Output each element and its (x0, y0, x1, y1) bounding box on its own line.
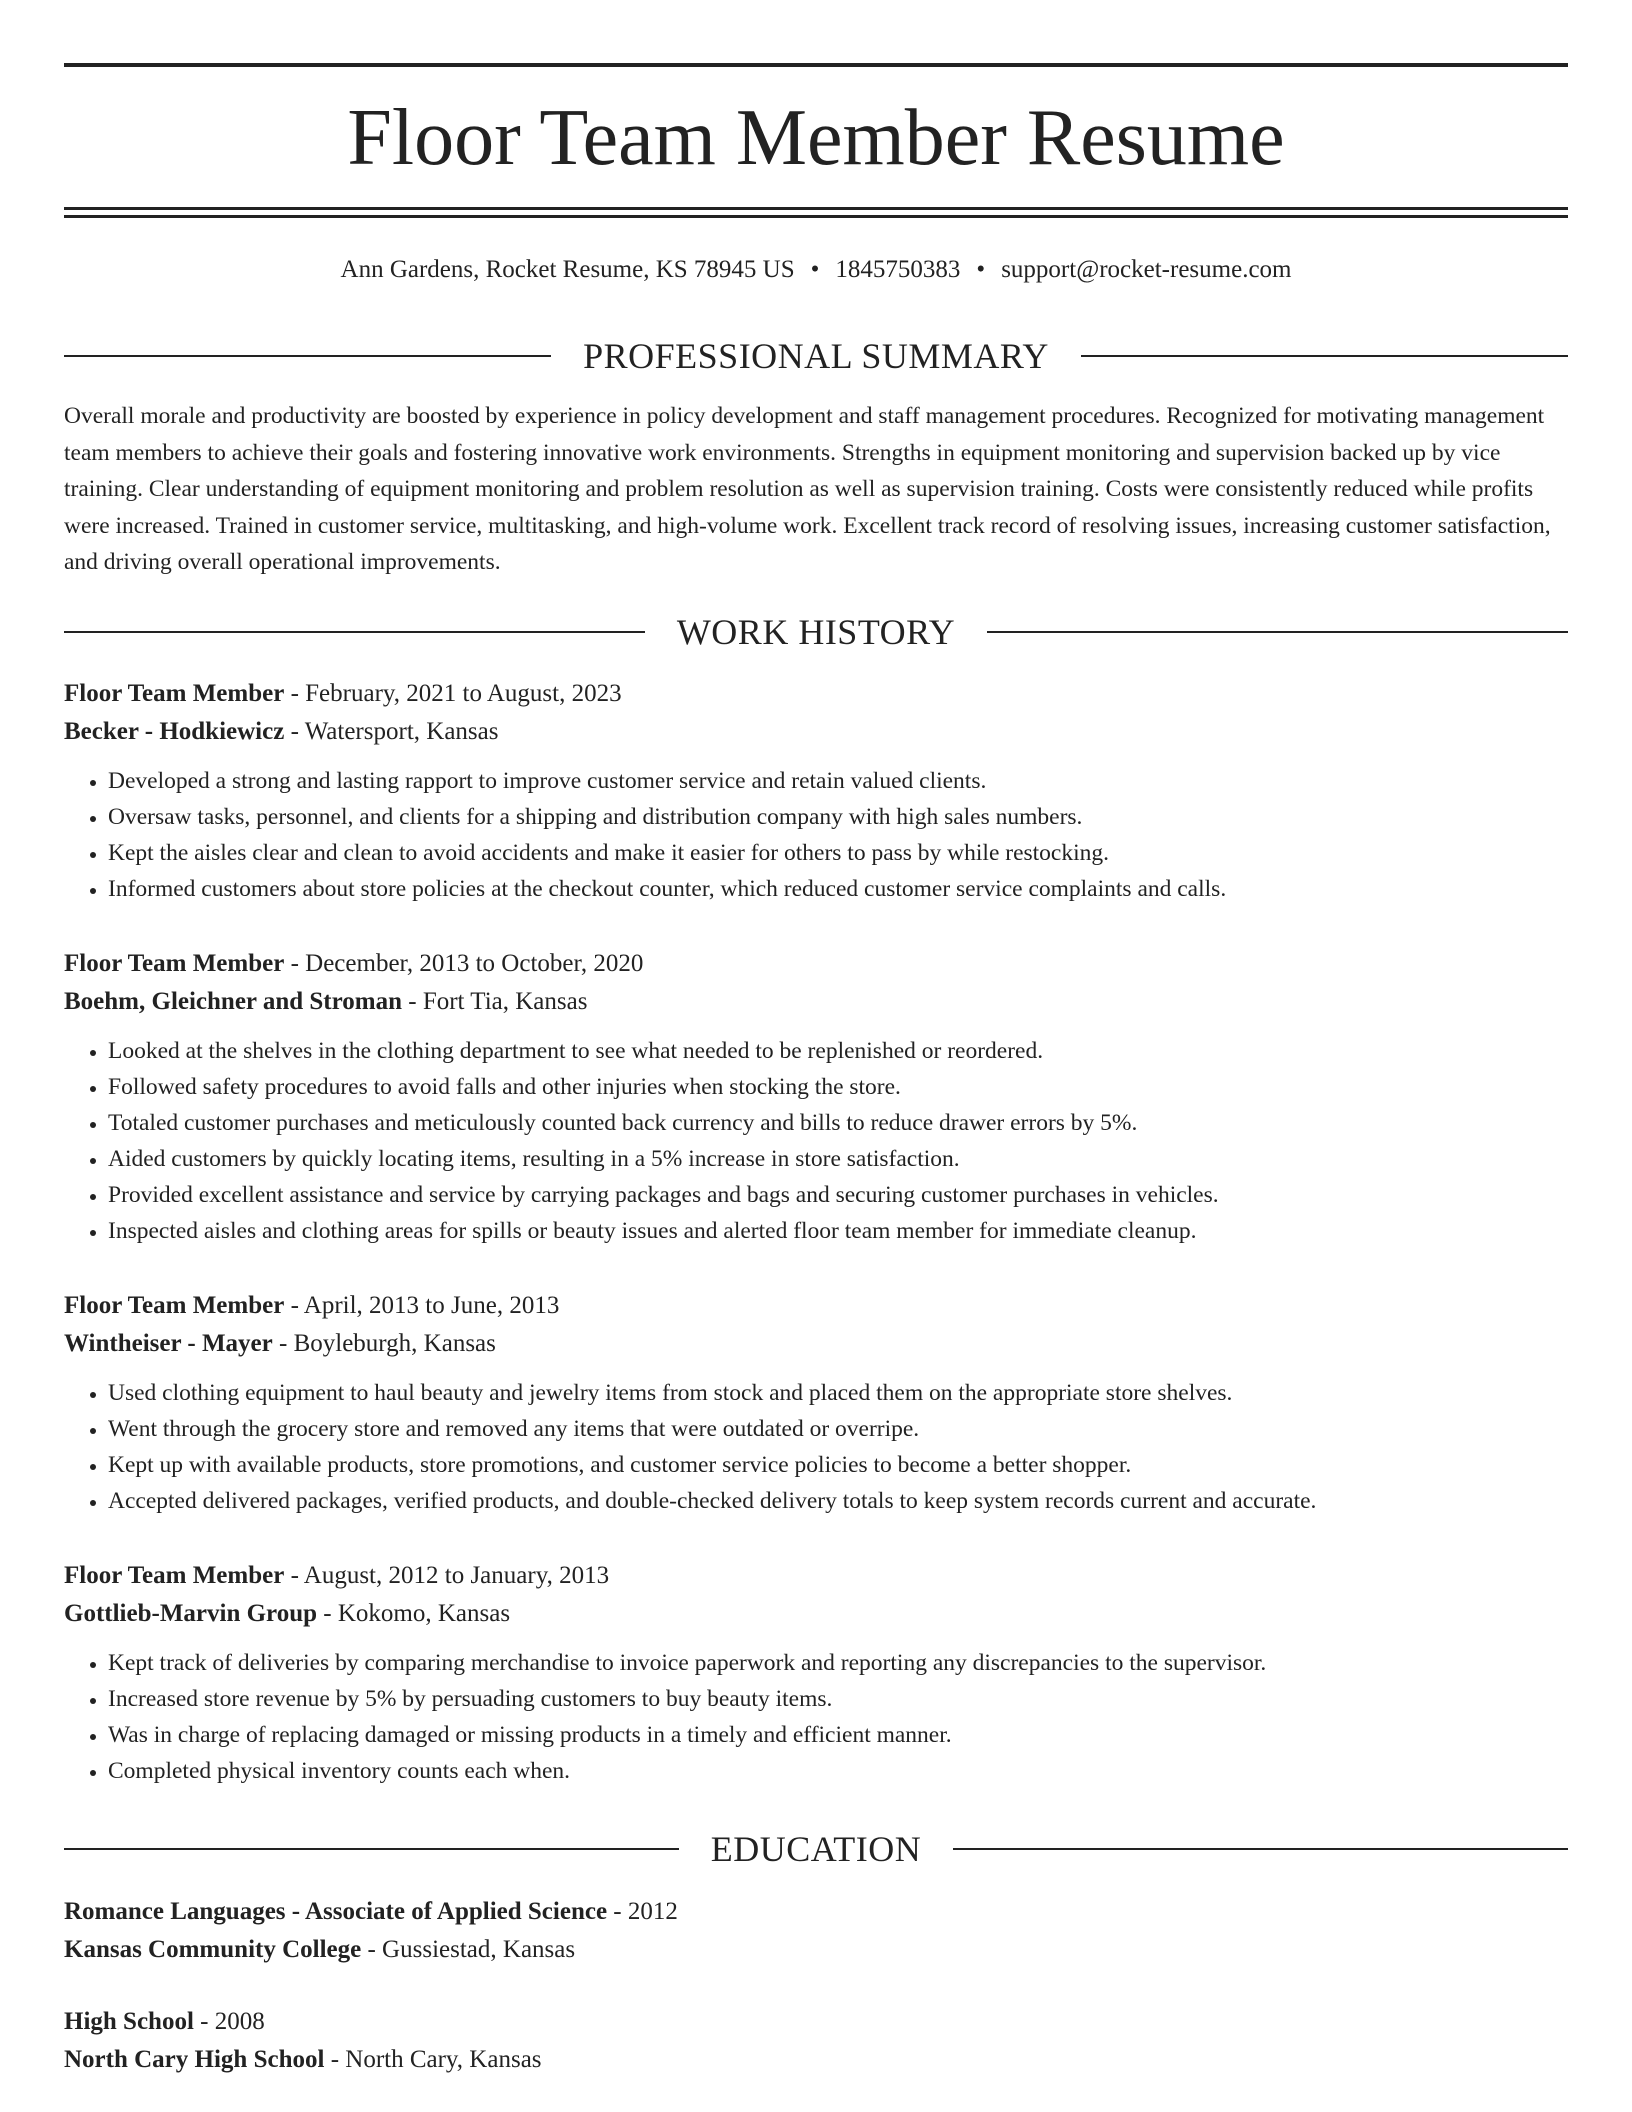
title-rule-upper (64, 207, 1568, 210)
list-item: • Kept track of deliveries by comparing merchandise to invoice paperwork and reporting any discrepancies to the supervisor. (108, 1645, 1568, 1681)
job-company: Gottlieb-Marvin Group (64, 1600, 318, 1627)
contact-separator: • (976, 256, 986, 283)
job-title: Floor Team Member (64, 950, 285, 977)
job-title-line (64, 1557, 1568, 1595)
job-title-line (64, 1287, 1568, 1325)
job-company-line (64, 983, 1568, 1021)
job-entry (64, 1287, 1568, 1519)
job-location: - Fort Tia, Kansas (402, 988, 588, 1015)
job-entry (64, 1557, 1568, 1789)
list-item: • Went through the grocery store and removed any items that were outdated or overripe. (108, 1411, 1568, 1447)
job-location: - Boyleburgh, Kansas (272, 1330, 496, 1357)
section-title: WORK HISTORY (676, 612, 956, 652)
job-title: Floor Team Member (64, 1562, 285, 1589)
contact-address: Ann Gardens, Rocket Resume, KS 78945 US (340, 256, 795, 283)
education-school: Kansas Community College (64, 1936, 362, 1963)
list-item: • Followed safety procedures to avoid falls and other injuries when stocking the store. (108, 1069, 1568, 1105)
job-company: Becker - Hodkiewicz (64, 718, 285, 745)
list-item: • Looked at the shelves in the clothing department to see what needed to be replenished or reordered. (108, 1033, 1568, 1069)
education-location: - North Cary, Kansas (324, 2046, 542, 2073)
education-degree: Romance Languages - Associate of Applied Science (64, 1898, 608, 1925)
job-company-line (64, 713, 1568, 751)
title-rule-lower (64, 215, 1568, 218)
section-heading-education (64, 1829, 1568, 1869)
list-item: • Completed physical inventory counts each when. (108, 1753, 1568, 1789)
education-location: - Gussiestad, Kansas (361, 1936, 576, 1963)
summary-text: Overall morale and productivity are boosted by experience in policy development and staff management procedures. Recognized for motivating management team members to achieve their goals and fostering innovative work environments. Strengths in equipment monitoring and supervision backed up by vice training. Clear understanding of equipment monitoring and problem resolution as well as supervision training. Costs were consistently reduced while profits were increased. Trained in customer service, multitasking, and high-volume work. Excellent track record of resolving issues, increasing customer satisfaction, and driving overall operational improvements. (64, 403, 1551, 576)
contact-email: support@rocket-resume.com (1001, 256, 1292, 283)
job-title: Floor Team Member (64, 1292, 285, 1319)
list-item: • Kept up with available products, store promotions, and customer service policies to become a better shopper. (108, 1447, 1568, 1483)
section-rule (1081, 355, 1568, 357)
job-title-line (64, 945, 1568, 983)
job-company-line (64, 1325, 1568, 1363)
education-school-line (64, 2041, 1568, 2079)
section-title: PROFESSIONAL SUMMARY (583, 336, 1049, 376)
page-title: Floor Team Member Resume (347, 94, 1285, 182)
job-location: - Watersport, Kansas (284, 718, 499, 745)
contact-phone: 1845750383 (835, 256, 961, 283)
contact-separator: • (810, 256, 820, 283)
job-bullets (64, 1375, 1568, 1519)
section-heading-summary (64, 336, 1568, 376)
list-item: • Accepted delivered packages, verified products, and double-checked delivery totals to keep system records current and accurate. (108, 1483, 1568, 1519)
section-title: EDUCATION (710, 1829, 922, 1869)
education-degree-line (64, 2003, 1568, 2041)
education-school-line (64, 1931, 1568, 1969)
job-location: - Kokomo, Kansas (317, 1600, 511, 1627)
job-bullets (64, 763, 1568, 907)
list-item: • Kept the aisles clear and clean to avoid accidents and make it easier for others to pass by while restocking. (108, 835, 1568, 871)
list-item: • Provided excellent assistance and service by carrying packages and bags and securing customer purchases in vehicles. (108, 1177, 1568, 1213)
job-dates: - April, 2013 to June, 2013 (284, 1292, 560, 1319)
education-entry (64, 1893, 1568, 1969)
list-item: • Increased store revenue by 5% by persuading customers to buy beauty items. (108, 1681, 1568, 1717)
education-school: North Cary High School (64, 2046, 325, 2073)
education-entry (64, 2003, 1568, 2079)
education-year: - 2008 (193, 2008, 265, 2035)
section-rule (64, 355, 551, 357)
section-heading-work-history (64, 612, 1568, 652)
education-degree: High School (64, 2008, 194, 2035)
contact-line (64, 252, 1568, 288)
list-item: • Was in charge of replacing damaged or missing products in a timely and efficient manner. (108, 1717, 1568, 1753)
top-rule (64, 63, 1568, 67)
job-entry (64, 945, 1568, 1249)
job-title: Floor Team Member (64, 680, 285, 707)
list-item: • Aided customers by quickly locating items, resulting in a 5% increase in store satisfaction. (108, 1141, 1568, 1177)
list-item: • Used clothing equipment to haul beauty and jewelry items from stock and placed them on the appropriate store shelves. (108, 1375, 1568, 1411)
job-dates: - December, 2013 to October, 2020 (284, 950, 644, 977)
job-title-line (64, 675, 1568, 713)
job-entry (64, 675, 1568, 907)
job-company-line (64, 1595, 1568, 1633)
education-year: - 2012 (607, 1898, 678, 1925)
job-company: Wintheiser - Mayer (64, 1330, 273, 1357)
job-bullets (64, 1033, 1568, 1249)
job-bullets (64, 1645, 1568, 1789)
education-degree-line (64, 1893, 1568, 1931)
list-item: • Developed a strong and lasting rapport to improve customer service and retain valued clients. (108, 763, 1568, 799)
section-rule (987, 631, 1568, 633)
list-item: • Informed customers about store policies at the checkout counter, which reduced customer service complaints and calls. (108, 871, 1568, 907)
section-rule (953, 1848, 1568, 1850)
job-dates: - August, 2012 to January, 2013 (284, 1562, 610, 1589)
section-rule (64, 1848, 679, 1850)
list-item: • Oversaw tasks, personnel, and clients for a shipping and distribution company with high sales numbers. (108, 799, 1568, 835)
section-rule (64, 631, 645, 633)
list-item: • Inspected aisles and clothing areas for spills or beauty issues and alerted floor team member for immediate cleanup. (108, 1213, 1568, 1249)
job-dates: - February, 2021 to August, 2023 (284, 680, 622, 707)
job-company: Boehm, Gleichner and Stroman (64, 988, 402, 1015)
list-item: • Totaled customer purchases and meticulously counted back currency and bills to reduce drawer errors by 5%. (108, 1105, 1568, 1141)
